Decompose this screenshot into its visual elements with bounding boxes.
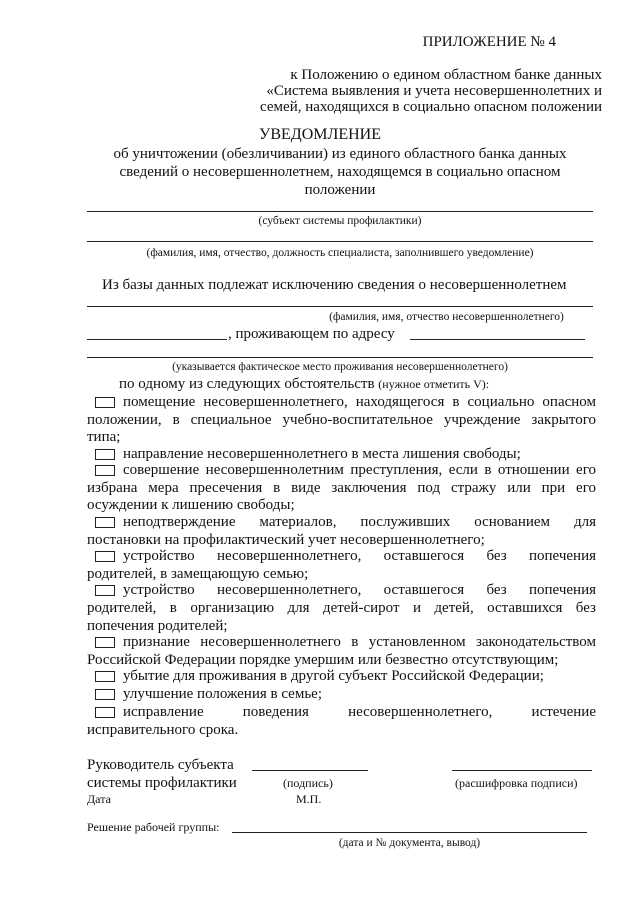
option-4-line-2: постановки на профилактический учет несовершеннолетнего;	[87, 532, 485, 548]
seal-label: М.П.	[296, 792, 322, 806]
option-10-line-2: исправительного срока.	[87, 722, 239, 738]
option-1-line-3: типа;	[87, 429, 121, 445]
signature-caption: (подпись)	[283, 776, 333, 790]
option-6-line-2: родителей, в организацию для детей-сирот и детей, оставшихся без	[87, 600, 596, 616]
reference-line-2: «Система выявления и учета несовершеннолетних и	[266, 83, 602, 99]
address-caption: (указывается фактическое место проживания несовершеннолетнего)	[172, 361, 508, 373]
head-label-line-2: системы профилактики	[87, 775, 237, 791]
decision-caption: (дата и № документа, вывод)	[338, 837, 481, 849]
option-6-line-3: попечения родителей;	[87, 618, 228, 634]
option-1-line-2: положении, в специальное учебно-воспитательное учреждение закрытого	[87, 412, 596, 428]
option-10-line-1: исправление поведения несовершеннолетнего, истечение	[123, 704, 596, 720]
circumstances-note: (нужное отметить V):	[378, 377, 490, 391]
subject-field-line[interactable]	[87, 211, 593, 212]
title-line-3: положении	[304, 182, 376, 198]
signature-decode-caption: (расшифровка подписи)	[455, 776, 578, 790]
address-line-2[interactable]	[87, 357, 593, 358]
decision-label: Решение рабочей группы:	[87, 820, 220, 834]
title-line-2: сведений о несовершеннолетнем, находящемся в социально опасном	[119, 164, 561, 180]
option-6-line-1: устройство несовершеннолетнего, оставшегося без попечения	[123, 582, 596, 598]
signature-decode-line[interactable]	[452, 770, 592, 771]
document-title: УВЕДОМЛЕНИЕ	[259, 126, 381, 143]
signature-line[interactable]	[252, 770, 368, 771]
circumstances-header	[119, 375, 489, 393]
option-1-line-1: помещение несовершеннолетнего, находящегося в социально опасном	[123, 394, 596, 410]
subject-field-caption: (субъект системы профилактики)	[258, 215, 422, 227]
reference-line-1: к Положению о едином областном банке данных	[290, 67, 602, 83]
minor-name-continuation-line[interactable]	[87, 339, 227, 340]
decision-field-line[interactable]	[232, 832, 587, 833]
option-5-line-1: устройство несовершеннолетнего, оставшегося без попечения	[123, 548, 596, 564]
specialist-field-caption: (фамилия, имя, отчество, должность специалиста, заполнившего уведомление)	[146, 247, 534, 259]
option-8-line-1: убытие для проживания в другой субъект Российской Федерации;	[123, 668, 544, 684]
specialist-field-line[interactable]	[87, 241, 593, 242]
option-9-line-1: улучшение положения в семье;	[123, 686, 322, 702]
appendix-number: ПРИЛОЖЕНИЕ № 4	[422, 34, 556, 50]
option-7-line-2: Российской Федерации порядке умершим или безвестно отсутствующим;	[87, 652, 559, 668]
address-label: , проживающем по адресу	[228, 326, 395, 342]
reference-line-3: семей, находящихся в социально опасном положении	[260, 99, 602, 115]
address-line-1[interactable]	[410, 339, 585, 340]
option-2-line-1: направление несовершеннолетнего в места лишения свободы;	[123, 446, 521, 462]
option-4-line-1: неподтверждение материалов, послуживших основанием для	[123, 514, 596, 530]
circumstances-text: по одному из следующих обстоятельств	[119, 376, 379, 392]
exclusion-intro: Из базы данных подлежат исключению сведения о несовершеннолетнем	[102, 277, 567, 293]
minor-name-line[interactable]	[87, 306, 593, 307]
title-line-1: об уничтожении (обезличивании) из единого областного банка данных	[113, 146, 567, 162]
head-label-line-1: Руководитель субъекта	[87, 757, 234, 773]
date-label: Дата	[87, 792, 111, 806]
option-7-line-1: признание несовершеннолетнего в установленном законодательством	[123, 634, 596, 650]
option-3-line-3: осуждении к лишению свободы;	[87, 497, 295, 513]
minor-name-caption: (фамилия, имя, отчество несовершеннолетнего)	[329, 311, 564, 323]
option-3-line-1: совершение несовершеннолетним преступления, если в отношении его	[123, 462, 596, 478]
option-5-line-2: родителей, в замещающую семью;	[87, 566, 309, 582]
option-3-line-2: избрана мера пресечения в виде заключения под стражу или при его	[87, 480, 596, 496]
